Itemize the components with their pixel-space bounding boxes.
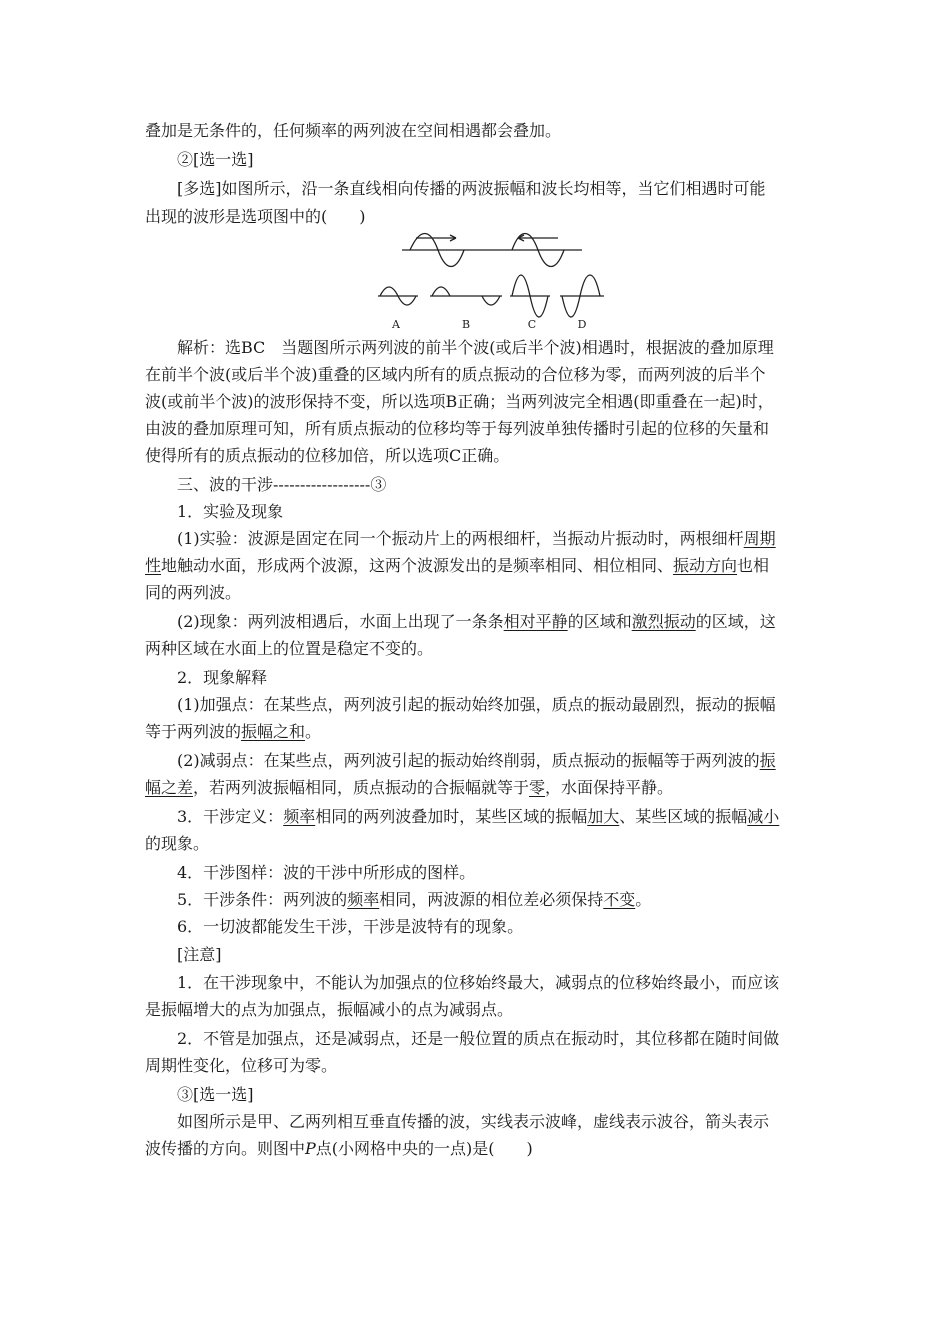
option-label: B [461,318,471,331]
text-line: (2)现象：两列波相遇后，水面上出现了一条条相对平静的区域和激烈振动的区域，这 [177,612,776,631]
question-line: 出现的波形是选项图中的( ) [145,207,366,226]
text-line: 叠加是无条件的，任何频率的两列波在空间相遇都会叠加。 [145,121,562,140]
text-line: 5．干涉条件：两列波的频率相同，两波源的相位差必须保持不变。 [177,890,652,909]
subheading: 2．现象解释 [177,668,268,687]
solution-line: 由波的叠加原理可知，所有质点振动的位移均等于每列波单独传播时引起的位移的矢量和 [145,419,770,438]
text-line: 性地触动水面，形成两个波源，这两个波源发出的是频率相同、相位相同、振动方向也相 [145,556,770,575]
solution-line: 在前半个波(或后半个波)重叠的区域内所有的质点振动的合位移为零，而两列波的后半个 [145,365,766,384]
text-line: 同的两列波。 [145,583,242,602]
question-line: 如图所示是甲、乙两列相互垂直传播的波，实线表示波峰，虚线表示波谷，箭头表示 [177,1112,770,1131]
subheading: 1．实验及现象 [177,502,284,521]
text-line: 3．干涉定义：频率相同的两列波叠加时，某些区域的振幅加大、某些区域的振幅减小 [177,807,780,826]
section-heading: 三、波的干涉------------------③ [177,475,387,494]
option-b-wave [432,287,450,296]
note-line: 是振幅增大的点为加强点，振幅减小的点为减弱点。 [145,1000,514,1019]
solution-line: 解析：选BC 当题图所示两列波的前半个波(或后半个波)相遇时，根据波的叠加原理 [177,338,774,357]
text-line: (2)减弱点：在某些点，两列波引起的振动始终削弱，质点振动的振幅等于两列波的振 [177,751,776,770]
option-label: A [392,318,400,331]
option-label: D [577,318,587,331]
text-line: 的现象。 [145,834,210,853]
note-line: 2．不管是加强点，还是减弱点，还是一般位置的质点在振动时，其位移都在随时间做 [177,1029,780,1048]
note-line: 周期性变化，位移可为零。 [145,1056,338,1075]
section-marker-2: ②[选一选] [177,150,254,169]
text-line: 两种区域在水面上的位置是稳定不变的。 [145,639,434,658]
solution-line: 波(或前半个波)的波形保持不变，所以选项B正确；当两列波完全相遇(即重叠在一起)时， [145,392,774,411]
wave-superposition-figure [372,228,612,336]
text-line: 6．一切波都能发生干涉，干涉是波特有的现象。 [177,917,524,936]
text-line: (1)加强点：在某些点，两列波引起的振动始终加强，质点的振动最剧烈，振动的振幅 [177,695,776,714]
solution-line: 使得所有的质点振动的位移加倍，所以选项C正确。 [145,446,510,465]
option-label: C [527,318,537,331]
note-heading: [注意] [177,945,222,964]
note-line: 1．在干涉现象中，不能认为加强点的位移始终最大，减弱点的位移始终最小，而应该 [177,973,780,992]
question-line: [多选]如图所示，沿一条直线相向传播的两波振幅和波长均相等，当它们相遇时可能 [177,179,766,198]
text-line: 等于两列波的振幅之和。 [145,722,322,741]
text-line: 4．干涉图样：波的干涉中所形成的图样。 [177,863,476,882]
question-line: 波传播的方向。则图中P点(小网格中央的一点)是( ) [145,1139,533,1158]
text-line: 幅之差，若两列波振幅相同，质点振动的合振幅就等于零，水面保持平静。 [145,778,674,797]
section-marker-3: ③[选一选] [177,1085,254,1104]
text-line: (1)实验：波源是固定在同一个振动片上的两根细杆，当振动片振动时，两根细杆周期 [177,529,776,548]
